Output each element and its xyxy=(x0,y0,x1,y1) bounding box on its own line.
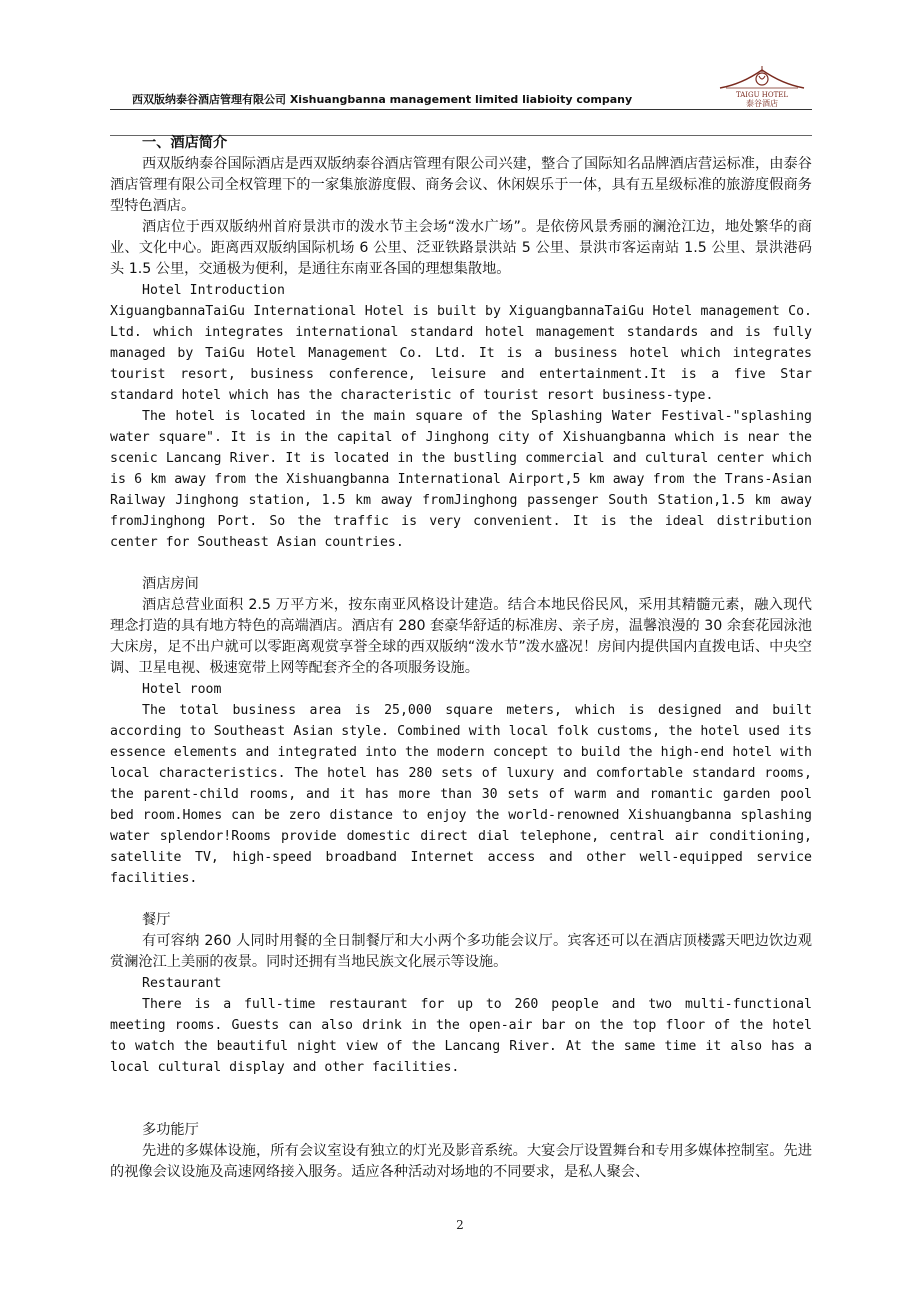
intro-en-title: Hotel Introduction xyxy=(142,283,285,298)
restaurant-en-paragraph-1: There is a full-time restaurant for up to 260 people and two multi-functional meeting rooms. Guests can also drink in the open-air bar on the top floor of the hotel to watch the beautiful night view of the Lancang River. At the same time it also has a local cultural display and other facilities. xyxy=(110,997,812,1075)
intro-en-paragraph-2: The hotel is located in the main square of the Splashing Water Festival-"splashing water square". It is in the capital of Jinghong city of Xishuangbanna which is near the scenic Lancang River. It is located in the bustling commercial and cultural center which is 6 km away from the Xishuangbanna International Airport,5 km away from the Trans-Asian Railway Jinghong station, 1.5 km away fromJinghong passenger South Station,1.5 km away fromJinghong Port. So the traffic is very convenient. It is the ideal distribution center for Southeast Asian countries. xyxy=(110,409,812,550)
taigu-hotel-logo xyxy=(712,62,812,108)
logo-text-en: TAIGU HOTEL xyxy=(735,91,789,99)
document-body xyxy=(110,133,812,1183)
section-title-restaurant: 餐厅 xyxy=(142,912,171,928)
rooms-en-title: Hotel room xyxy=(142,682,222,697)
company-name: 西双版纳泰谷酒店管理有限公司 Xishuangbanna management limited liabioity company xyxy=(132,93,633,106)
hotel-logo-icon xyxy=(712,62,812,108)
section-title-intro: 一、酒店简介 xyxy=(142,135,228,151)
section-title-multifunction: 多功能厅 xyxy=(142,1122,199,1138)
restaurant-paragraph-1: 有可容纳 260 人同时用餐的全日制餐厅和大小两个多功能会议厅。宾客还可以在酒店顶楼露天吧边饮边观赏澜沧江上美丽的夜景。同时还拥有当地民族文化展示等设施。 xyxy=(110,933,812,970)
restaurant-en-title: Restaurant xyxy=(142,976,222,991)
intro-paragraph-2: 酒店位于西双版纳州首府景洪市的泼水节主会场“泼水广场”。是依傍风景秀丽的澜沧江边，地处繁华的商业、文化中心。距离西双版纳国际机场 6 公里、泛亚铁路景洪站 5 公里、景洪市客运南站 1.5 公里、景洪港码头 1.5 公里，交通极为便利，是通往东南亚各国的理想集散地。 xyxy=(110,219,812,277)
rooms-en-paragraph-1: The total business area is 25,000 square meters, which is designed and built according to Southeast Asian style. Combined with local folk customs, the hotel used its essence elements and integrated into the modern concept to build the high-end hotel with local characteristics. The hotel has 280 sets of luxury and comfortable standard rooms, the parent-child rooms, and it has more than 30 sets of warm and romantic garden pool bed room.Homes can be zero distance to enjoy the world-renowned Xishuangbanna splashing water splendor!Rooms provide domestic direct dial telephone, central air conditioning, satellite TV, high-speed broadband Internet access and other well-equipped service facilities. xyxy=(110,703,812,886)
header-divider xyxy=(110,109,812,110)
logo-text-cn: 泰谷酒店 xyxy=(746,99,778,108)
page-number: 2 xyxy=(456,1218,464,1232)
multifunction-paragraph-1: 先进的多媒体设施，所有会议室设有独立的灯光及影音系统。大宴会厅设置舞台和专用多媒体控制室。先进的视像会议设施及高速网络接入服务。适应各种活动对场地的不同要求，是私人聚会、 xyxy=(110,1143,812,1180)
intro-paragraph-1: 西双版纳泰谷国际酒店是西双版纳泰谷酒店管理有限公司兴建，整合了国际知名品牌酒店营运标准，由泰谷酒店管理有限公司全权管理下的一家集旅游度假、商务会议、休闲娱乐于一体，具有五星级标准的旅游度假商务型特色酒店。 xyxy=(110,156,812,214)
rooms-paragraph-1: 酒店总营业面积 2.5 万平方米，按东南亚风格设计建造。结合本地民俗民风，采用其精髓元素，融入现代理念打造的具有地方特色的高端酒店。酒店有 280 套豪华舒适的标准房、亲子房，温馨浪漫的 30 余套花园泳池大床房，足不出户就可以零距离观赏享誉全球的西双版纳“泼水节”泼水盛况！房间内提供国内直拨电话、中央空调、卫星电视、极速宽带上网等配套齐全的各项服务设施。 xyxy=(110,597,812,676)
page-header xyxy=(110,62,812,142)
section-title-rooms: 酒店房间 xyxy=(142,576,199,592)
intro-en-paragraph-1: XiguangbannaTaiGu International Hotel is built by XiguangbannaTaiGu Hotel management Co. Ltd. which integrates international standard hotel management standards and is fully managed by TaiGu Hotel Management Co. Ltd. It is a business hotel which integrates tourist resort, business conference, leisure and entertainment.It is a five Star standard hotel which has the characteristic of tourist resort business-type. xyxy=(110,304,812,403)
